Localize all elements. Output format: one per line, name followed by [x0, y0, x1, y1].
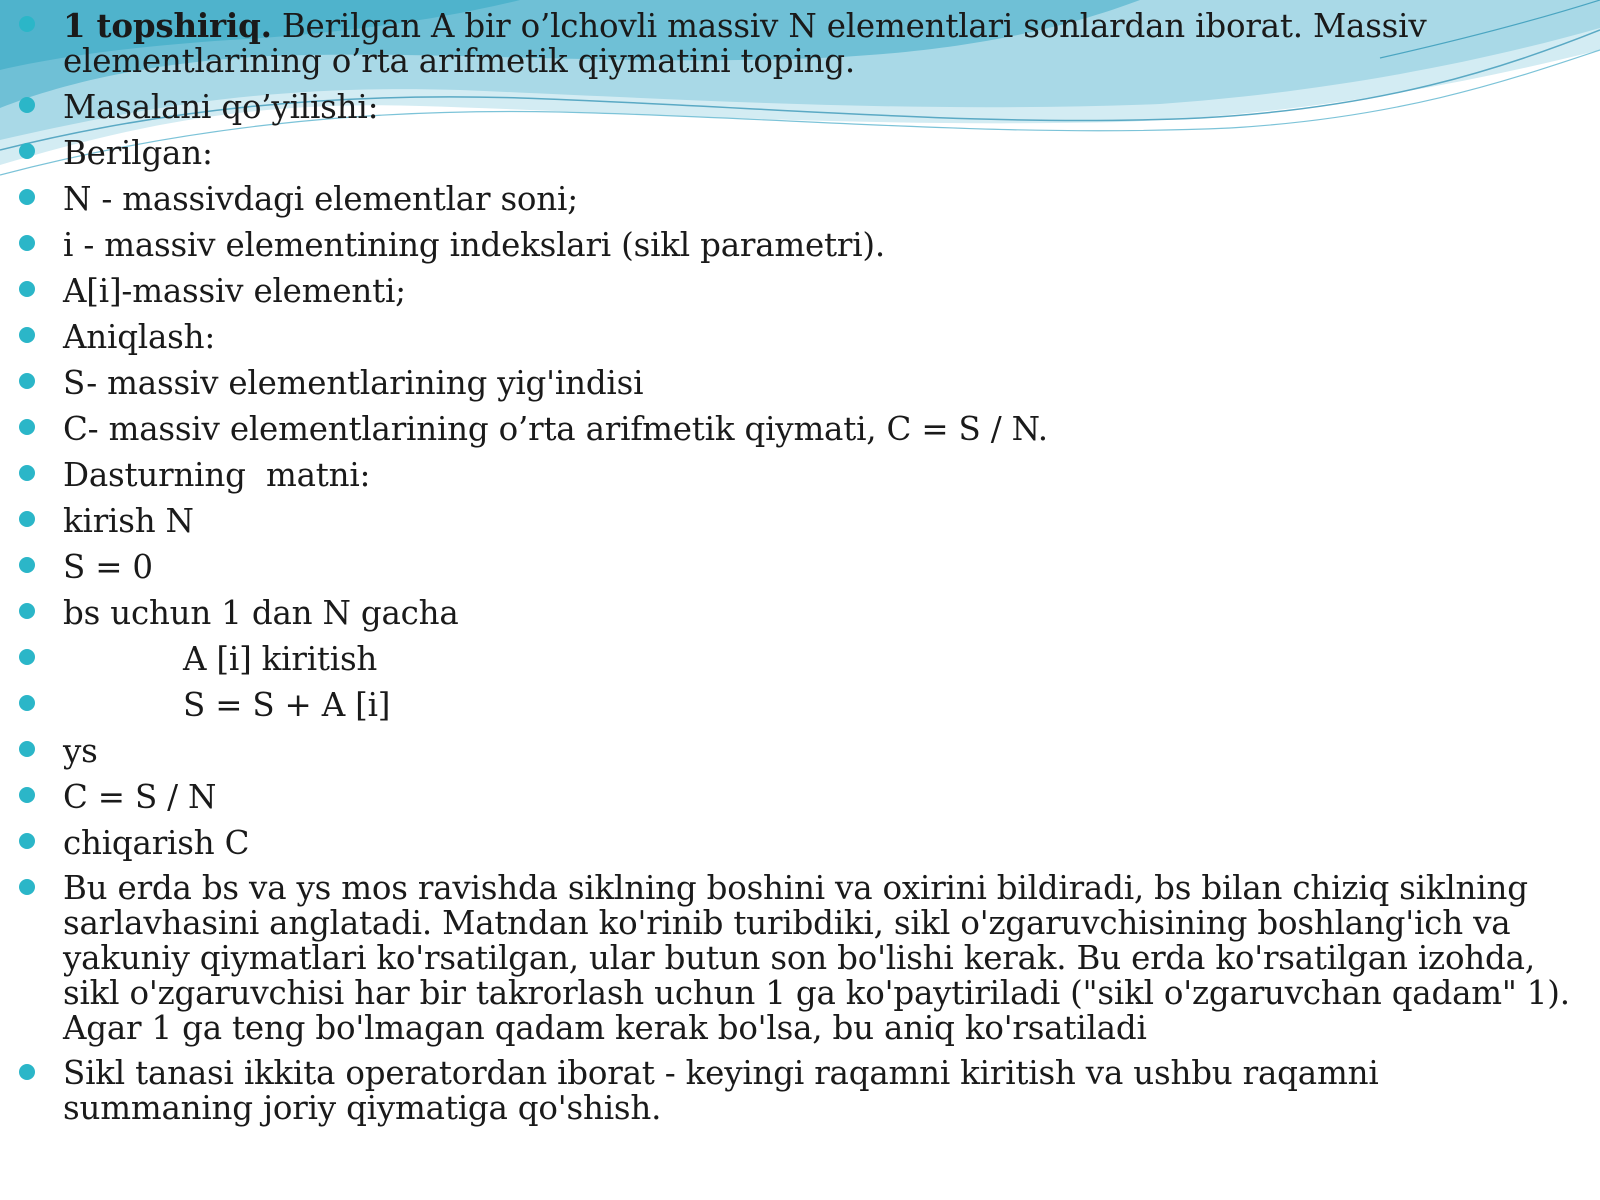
list-item — [0, 411, 1600, 447]
teal-circle-bullet-icon — [17, 325, 37, 345]
list-item — [0, 871, 1600, 1046]
list-item — [0, 227, 1600, 263]
teal-circle-bullet-icon — [17, 739, 37, 759]
item-text: bs uchun 1 dan N gacha — [63, 594, 459, 632]
item-text: S = 0 — [63, 548, 153, 586]
list-item — [0, 503, 1600, 539]
item-text: Masalani qo’yilishi: — [63, 88, 379, 126]
teal-circle-bullet-icon — [17, 187, 37, 207]
teal-circle-bullet-icon — [17, 831, 37, 851]
teal-circle-bullet-icon — [17, 371, 37, 391]
item-text: Sikl tanasi ikkita operatordan iborat - keyingi raqamni kiritish va ushbu raqamni summaning joriy qiymatiga qo'shish. — [63, 1054, 1389, 1127]
list-item — [0, 135, 1600, 171]
list-item — [0, 457, 1600, 493]
bullet-list — [0, 8, 1600, 1126]
teal-circle-bullet-icon — [17, 555, 37, 575]
item-text: C- massiv elementlarining o’rta arifmetik qiymati, C = S / N. — [63, 410, 1048, 448]
list-item — [0, 1056, 1600, 1126]
list-item — [0, 273, 1600, 309]
list-item — [0, 549, 1600, 585]
item-text: N - massivdagi elementlar soni; — [63, 180, 578, 218]
teal-circle-bullet-icon — [17, 233, 37, 253]
item-text: S- massiv elementlarining yig'indisi — [63, 364, 644, 402]
item-text: C = S / N — [63, 778, 217, 816]
list-item — [0, 733, 1600, 769]
list-item — [0, 8, 1600, 79]
list-item — [0, 319, 1600, 355]
slide-content — [0, 8, 1600, 1136]
teal-circle-bullet-icon — [17, 693, 37, 713]
item-text: kirish N — [63, 502, 194, 540]
list-item — [0, 779, 1600, 815]
list-item — [0, 89, 1600, 125]
list-item — [0, 365, 1600, 401]
item-text: ys — [63, 732, 98, 770]
item-text: A[i]-massiv elementi; — [63, 272, 406, 310]
teal-circle-bullet-icon — [17, 1062, 37, 1082]
teal-circle-bullet-icon — [17, 463, 37, 483]
item-text: Berilgan A bir o’lchovli massiv N elementlari sonlardan iborat. Massiv elementlarining o’rta arifmetik qiymatini toping. — [63, 7, 1437, 80]
item-text: Bu erda bs va ys mos ravishda siklning boshini va oxirini bildiradi, bs bilan chiziq siklning sarlavhasini anglatadi. Matndan ko'rinib turibdiki, sikl o'zgaruvchisining boshlang'ich va yakuniy qiymatlari ko'rsatilgan, ular butun son bo'lishi kerak. Bu erda ko'rsatilgan izohda, sikl o'zgaruvchisi har bir takrorlash uchun 1 ga ko'paytiriladi ("sikl o'zgaruvchan qadam" 1). Agar 1 ga teng bo'lmagan qadam kerak bo'lsa, bu aniq ko'rsatiladi — [63, 869, 1580, 1047]
list-item — [0, 595, 1600, 631]
item-text: Berilgan: — [63, 134, 213, 172]
teal-circle-bullet-icon — [17, 785, 37, 805]
item-text: Dasturning matni: — [63, 456, 371, 494]
list-item — [0, 687, 1600, 723]
item-text: S = S + A [i] — [183, 686, 391, 724]
teal-circle-bullet-icon — [17, 509, 37, 529]
teal-circle-bullet-icon — [17, 279, 37, 299]
list-item — [0, 825, 1600, 861]
item-text: chiqarish C — [63, 824, 250, 862]
teal-circle-bullet-icon — [17, 14, 37, 34]
teal-circle-bullet-icon — [17, 647, 37, 667]
teal-circle-bullet-icon — [17, 877, 37, 897]
item-bold-text: 1 topshiriq. — [63, 6, 272, 45]
teal-circle-bullet-icon — [17, 141, 37, 161]
teal-circle-bullet-icon — [17, 601, 37, 621]
item-text: A [i] kiritish — [183, 640, 378, 678]
list-item — [0, 641, 1600, 677]
teal-circle-bullet-icon — [17, 417, 37, 437]
list-item — [0, 181, 1600, 217]
item-text: Aniqlash: — [63, 318, 216, 356]
item-text: i - massiv elementining indekslari (sikl parametri). — [63, 226, 886, 264]
teal-circle-bullet-icon — [17, 95, 37, 115]
